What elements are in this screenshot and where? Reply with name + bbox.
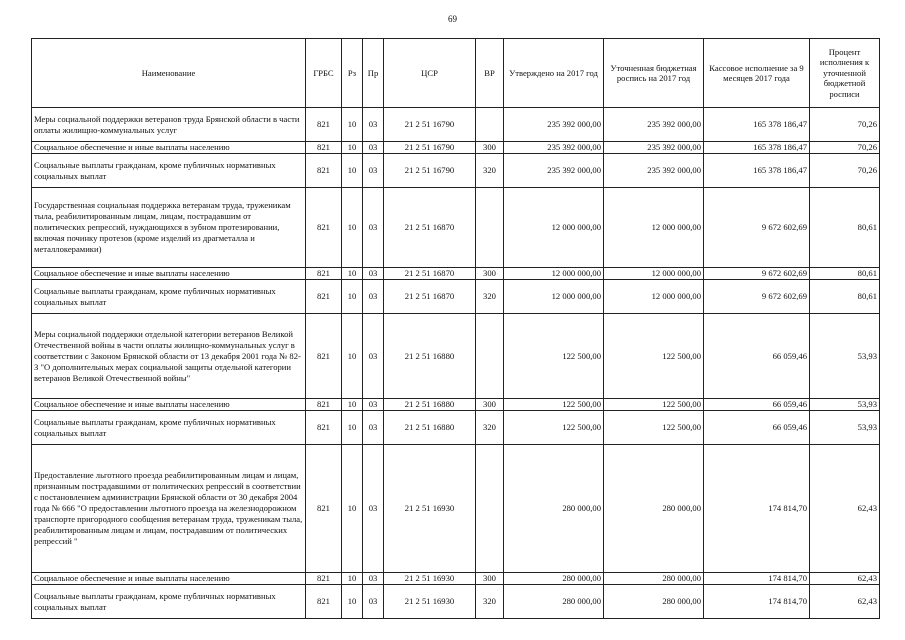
- table-row: [32, 585, 880, 619]
- table-row: [32, 573, 880, 585]
- header-csr: ЦСР: [384, 39, 476, 108]
- row-approved: 280 000,00: [504, 445, 604, 573]
- header-rz: Рз: [342, 39, 363, 108]
- header-percent: Процент исполнения к уточненной бюджетной росписи: [810, 39, 880, 108]
- row-name: Социальные выплаты гражданам, кроме публичных нормативных социальных выплат: [32, 585, 306, 619]
- row-approved: 12 000 000,00: [504, 268, 604, 280]
- row-grbs: 821: [306, 314, 342, 399]
- row-vr: 320: [476, 411, 504, 445]
- row-percent: 80,61: [810, 280, 880, 314]
- row-vr: [476, 314, 504, 399]
- row-csr: 21 2 51 16880: [384, 399, 476, 411]
- row-grbs: 821: [306, 108, 342, 142]
- row-rz: 10: [342, 411, 363, 445]
- row-approved: 235 392 000,00: [504, 108, 604, 142]
- table-row: [32, 154, 880, 188]
- row-approved: 12 000 000,00: [504, 280, 604, 314]
- row-csr: 21 2 51 16790: [384, 154, 476, 188]
- row-pr: 03: [363, 142, 384, 154]
- row-percent: 53,93: [810, 399, 880, 411]
- row-pr: 03: [363, 108, 384, 142]
- row-percent: 70,26: [810, 142, 880, 154]
- row-grbs: 821: [306, 585, 342, 619]
- row-refined: 235 392 000,00: [604, 108, 704, 142]
- row-refined: 12 000 000,00: [604, 188, 704, 268]
- row-cash: 174 814,70: [704, 445, 810, 573]
- row-cash: 165 378 186,47: [704, 154, 810, 188]
- row-percent: 62,43: [810, 585, 880, 619]
- row-grbs: 821: [306, 445, 342, 573]
- row-vr: 300: [476, 573, 504, 585]
- row-name: Социальное обеспечение и иные выплаты населению: [32, 399, 306, 411]
- row-csr: 21 2 51 16870: [384, 188, 476, 268]
- row-csr: 21 2 51 16930: [384, 445, 476, 573]
- row-pr: 03: [363, 188, 384, 268]
- header-pr: Пр: [363, 39, 384, 108]
- row-vr: 320: [476, 585, 504, 619]
- table-row: [32, 445, 880, 573]
- row-percent: 53,93: [810, 314, 880, 399]
- row-refined: 235 392 000,00: [604, 154, 704, 188]
- row-percent: 80,61: [810, 188, 880, 268]
- row-refined: 280 000,00: [604, 445, 704, 573]
- row-approved: 122 500,00: [504, 314, 604, 399]
- row-grbs: 821: [306, 411, 342, 445]
- row-refined: 12 000 000,00: [604, 280, 704, 314]
- row-grbs: 821: [306, 154, 342, 188]
- row-vr: 300: [476, 142, 504, 154]
- row-rz: 10: [342, 142, 363, 154]
- row-vr: 300: [476, 268, 504, 280]
- row-name: Социальные выплаты гражданам, кроме публичных нормативных социальных выплат: [32, 280, 306, 314]
- row-cash: 66 059,46: [704, 314, 810, 399]
- row-percent: 53,93: [810, 411, 880, 445]
- row-refined: 235 392 000,00: [604, 142, 704, 154]
- row-cash: 9 672 602,69: [704, 268, 810, 280]
- header-vr: ВР: [476, 39, 504, 108]
- row-rz: 10: [342, 314, 363, 399]
- table-row: [32, 142, 880, 154]
- row-csr: 21 2 51 16930: [384, 585, 476, 619]
- header-grbs: ГРБС: [306, 39, 342, 108]
- row-rz: 10: [342, 585, 363, 619]
- row-refined: 122 500,00: [604, 314, 704, 399]
- row-pr: 03: [363, 314, 384, 399]
- table-row: [32, 314, 880, 399]
- row-pr: 03: [363, 411, 384, 445]
- row-pr: 03: [363, 573, 384, 585]
- header-cash: Кассовое исполнение за 9 месяцев 2017 года: [704, 39, 810, 108]
- row-cash: 165 378 186,47: [704, 142, 810, 154]
- row-grbs: 821: [306, 280, 342, 314]
- row-pr: 03: [363, 280, 384, 314]
- row-approved: 12 000 000,00: [504, 188, 604, 268]
- row-cash: 9 672 602,69: [704, 280, 810, 314]
- row-cash: 9 672 602,69: [704, 188, 810, 268]
- table-header-row: [32, 39, 880, 108]
- row-grbs: 821: [306, 268, 342, 280]
- row-approved: 280 000,00: [504, 585, 604, 619]
- row-approved: 235 392 000,00: [504, 142, 604, 154]
- row-percent: 70,26: [810, 154, 880, 188]
- row-name: Социальные выплаты гражданам, кроме публичных нормативных социальных выплат: [32, 411, 306, 445]
- row-vr: 300: [476, 399, 504, 411]
- table-row: [32, 108, 880, 142]
- row-grbs: 821: [306, 142, 342, 154]
- header-name: Наименование: [32, 39, 306, 108]
- row-rz: 10: [342, 108, 363, 142]
- row-pr: 03: [363, 268, 384, 280]
- table-row: [32, 280, 880, 314]
- row-name: Меры социальной поддержки ветеранов труда Брянской области в части оплаты жилищно-коммунальных услуг: [32, 108, 306, 142]
- row-pr: 03: [363, 445, 384, 573]
- row-vr: [476, 445, 504, 573]
- row-rz: 10: [342, 268, 363, 280]
- row-name: Социальное обеспечение и иные выплаты населению: [32, 573, 306, 585]
- row-vr: [476, 188, 504, 268]
- row-name: Государственная социальная поддержка ветеранам труда, труженикам тыла, реабилитированным лицам, лицам, пострадавшим от политических репрессий, нуждающихся в зубном протезировании, включая починку протезов (кроме изделий из драгметалла и металлокерамики): [32, 188, 306, 268]
- row-grbs: 821: [306, 399, 342, 411]
- row-approved: 122 500,00: [504, 411, 604, 445]
- row-rz: 10: [342, 154, 363, 188]
- row-csr: 21 2 51 16790: [384, 108, 476, 142]
- row-rz: 10: [342, 573, 363, 585]
- row-vr: [476, 108, 504, 142]
- row-name: Социальное обеспечение и иные выплаты населению: [32, 268, 306, 280]
- row-csr: 21 2 51 16880: [384, 411, 476, 445]
- row-grbs: 821: [306, 188, 342, 268]
- header-approved: Утверждено на 2017 год: [504, 39, 604, 108]
- header-refined: Уточненная бюджетная роспись на 2017 год: [604, 39, 704, 108]
- row-cash: 174 814,70: [704, 585, 810, 619]
- table-row: [32, 399, 880, 411]
- row-approved: 280 000,00: [504, 573, 604, 585]
- row-csr: 21 2 51 16870: [384, 268, 476, 280]
- table-row: [32, 411, 880, 445]
- row-vr: 320: [476, 280, 504, 314]
- row-refined: 12 000 000,00: [604, 268, 704, 280]
- row-pr: 03: [363, 154, 384, 188]
- page-number: 69: [448, 14, 457, 24]
- row-cash: 66 059,46: [704, 399, 810, 411]
- row-approved: 122 500,00: [504, 399, 604, 411]
- budget-execution-table: [31, 38, 880, 619]
- table-row: [32, 268, 880, 280]
- row-cash: 165 378 186,47: [704, 108, 810, 142]
- row-csr: 21 2 51 16930: [384, 573, 476, 585]
- row-vr: 320: [476, 154, 504, 188]
- row-cash: 66 059,46: [704, 411, 810, 445]
- row-percent: 62,43: [810, 445, 880, 573]
- row-percent: 70,26: [810, 108, 880, 142]
- row-rz: 10: [342, 445, 363, 573]
- row-approved: 235 392 000,00: [504, 154, 604, 188]
- row-pr: 03: [363, 585, 384, 619]
- row-pr: 03: [363, 399, 384, 411]
- row-rz: 10: [342, 399, 363, 411]
- row-name: Социальное обеспечение и иные выплаты населению: [32, 142, 306, 154]
- row-rz: 10: [342, 280, 363, 314]
- row-grbs: 821: [306, 573, 342, 585]
- row-name: Социальные выплаты гражданам, кроме публичных нормативных социальных выплат: [32, 154, 306, 188]
- row-name: Предоставление льготного проезда реабилитированным лицам и лицам, признанным пострадавшими от политических репрессий в соответствии с постановлением администрации Брянской области от 30 декабря 2004 года № 666 "О предоставлении льготного проезда на железнодорожном транспорте пригородного сообщения ветеранам труда, труженикам тыла, реабилитированным лицам и лицам, пострадавшим от политических репрессий ": [32, 445, 306, 573]
- row-refined: 280 000,00: [604, 573, 704, 585]
- row-cash: 174 814,70: [704, 573, 810, 585]
- table-row: [32, 188, 880, 268]
- row-refined: 280 000,00: [604, 585, 704, 619]
- row-csr: 21 2 51 16880: [384, 314, 476, 399]
- row-refined: 122 500,00: [604, 399, 704, 411]
- row-percent: 80,61: [810, 268, 880, 280]
- row-csr: 21 2 51 16870: [384, 280, 476, 314]
- row-csr: 21 2 51 16790: [384, 142, 476, 154]
- row-rz: 10: [342, 188, 363, 268]
- row-name: Меры социальной поддержки отдельной категории ветеранов Великой Отечественной войны в части оплаты жилищно-коммунальных услуг в соответствии с Законом Брянской области от 13 декабря 2001 года № 82-З "О дополнительных мерах социальной защиты отдельной категории ветеранов Великой Отечественной войны": [32, 314, 306, 399]
- row-percent: 62,43: [810, 573, 880, 585]
- row-refined: 122 500,00: [604, 411, 704, 445]
